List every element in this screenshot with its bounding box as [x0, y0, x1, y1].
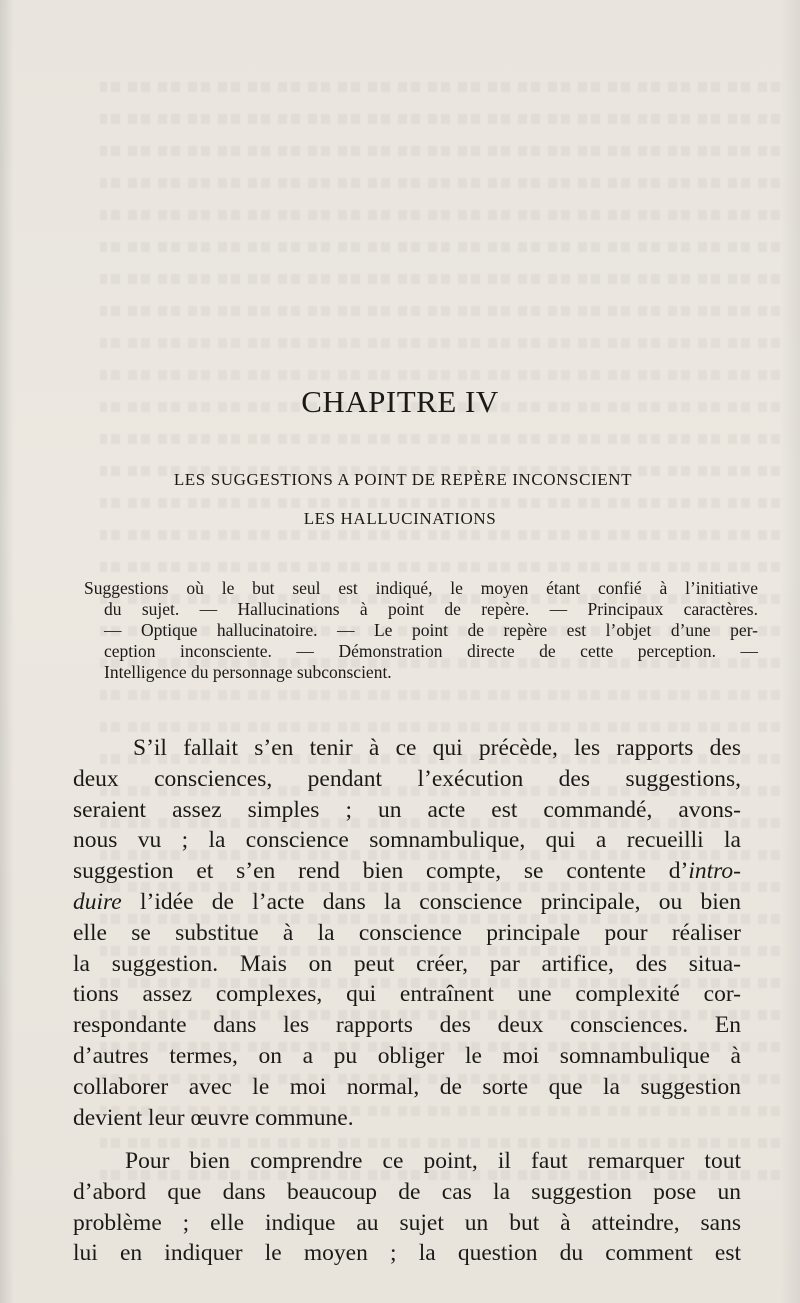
text-line: devient leur œuvre commune. — [73, 1104, 354, 1131]
body-paragraph — [73, 733, 741, 1133]
text-line — [73, 856, 741, 887]
text-line: deux consciences, pendant l’exécution des suggestions, — [73, 765, 741, 792]
text-segment: suggestion et s’en rend bien compte, se contente d’ — [73, 858, 689, 885]
italic-word: intro- — [688, 858, 741, 885]
summary-line: Intelligence du personnage subconscient. — [104, 662, 392, 682]
italic-word: duire — [73, 888, 122, 915]
summary-line: ception inconsciente. — Démonstration directe de cette perception. — — [104, 641, 758, 661]
text-line: elle se substitue à la conscience principale pour réaliser — [73, 919, 741, 946]
summary-line: du sujet. — Hallucinations à point de repère. — Principaux caractères. — [104, 599, 758, 619]
chapter-subtitle-second-line: LES HALLUCINATIONS — [303, 509, 497, 528]
text-line: nous vu ; la conscience somnambulique, qui a recueilli la — [73, 827, 741, 854]
text-line: problème ; elle indique au sujet un but à atteindre, sans — [73, 1209, 741, 1236]
text-line: seraient assez simples ; un acte est commandé, avons- — [73, 796, 741, 823]
text-line: la suggestion. Mais on peut créer, par artifice, des situa- — [73, 950, 741, 977]
chapter-title: CHAPITRE IV — [301, 384, 499, 419]
chapter-subtitle: LES SUGGESTIONS A POINT DE REPÈRE INCONSCIENT — [173, 470, 633, 489]
text-line: Pour bien comprendre ce point, il faut remarquer tout — [125, 1148, 741, 1174]
summary-line: Suggestions où le but seul est indiqué, le moyen étant confié à l’initiative — [84, 578, 758, 598]
text-line: d’autres termes, on a pu obliger le moi somnambulique à — [73, 1042, 741, 1069]
text-line: S’il fallait s’en tenir à ce qui précède, les rapports des — [133, 735, 741, 761]
chapter-summary — [84, 578, 758, 683]
text-line: lui en indiquer le moyen ; la question du comment est — [73, 1240, 741, 1267]
summary-line: — Optique hallucinatoire. — Le point de repère est l’objet d’une per- — [104, 620, 758, 640]
text-segment: l’idée de l’acte dans la conscience principale, ou bien — [121, 888, 741, 915]
text-line: collaborer avec le moi normal, de sorte que la suggestion — [73, 1073, 741, 1100]
text-line: respondante dans les rapports des deux consciences. En — [73, 1012, 741, 1039]
text-line: tions assez complexes, qui entraînent une complexité cor- — [73, 981, 741, 1008]
text-line: d’abord que dans beaucoup de cas la suggestion pose un — [73, 1178, 741, 1205]
body-paragraph-second — [73, 1146, 741, 1269]
text-line — [73, 887, 741, 918]
